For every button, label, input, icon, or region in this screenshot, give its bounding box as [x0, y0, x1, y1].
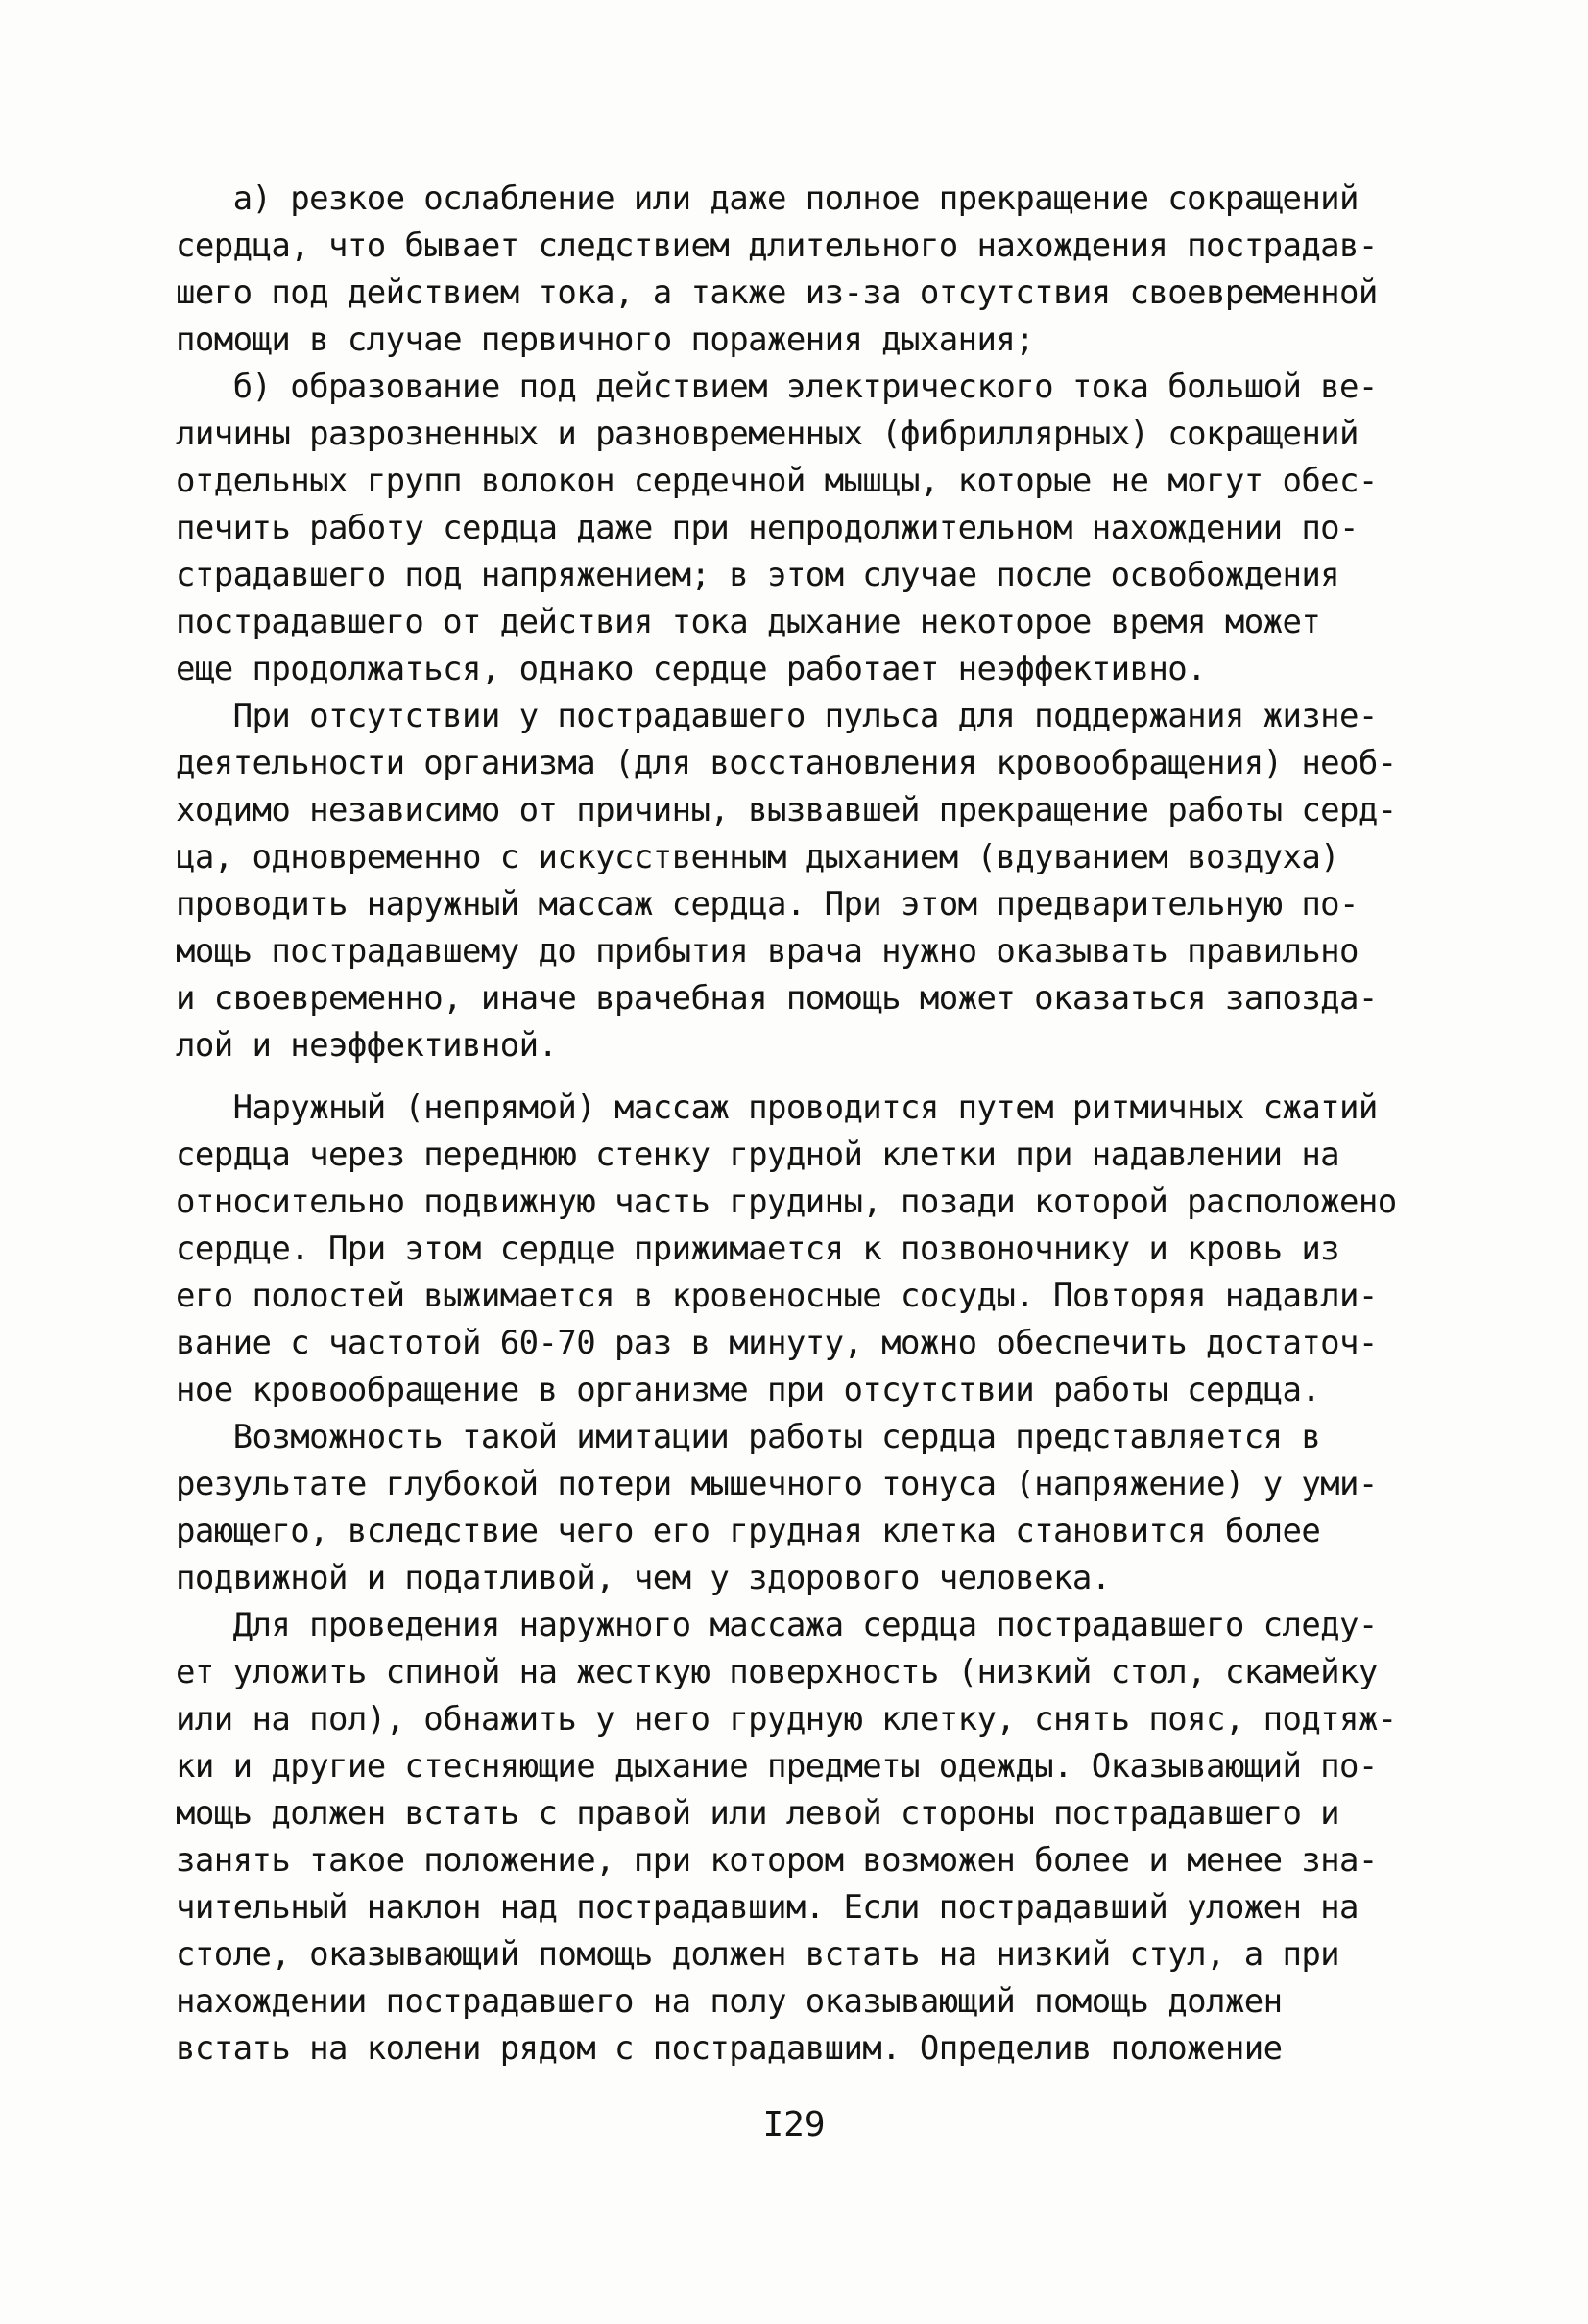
text-line: еще продолжаться, однако сердце работает неэффективно. [176, 650, 1206, 688]
text-line: Для проведения наружного массажа сердца пострадавшего следу- [176, 1606, 1378, 1644]
text-line: Наружный (непрямой) массаж проводится путем ритмичных сжатий [176, 1089, 1378, 1127]
text-line: сердце. При этом сердце прижимается к позвоночнику и кровь из [176, 1230, 1340, 1268]
text-line: или на пол), обнажить у него грудную клетку, снять пояс, подтяж- [176, 1700, 1397, 1738]
text-line: ное кровообращение в организме при отсутствии работы сердца. [176, 1371, 1321, 1409]
text-line: сердца, что бывает следствием длительного нахождения пострадав- [176, 227, 1378, 265]
text-line: При отсутствии у пострадавшего пульса для поддержания жизне- [176, 697, 1378, 735]
text-line: мощь должен встать с правой или левой стороны пострадавшего и [176, 1794, 1340, 1833]
page-number: I29 [762, 2105, 826, 2144]
text-line: б) образование под действием электрического тока большой ве- [176, 368, 1378, 406]
text-line: пострадавшего от действия тока дыхание некоторое время может [176, 603, 1321, 641]
text-line: отдельных групп волокон сердечной мышцы, которые не могут обес- [176, 462, 1378, 500]
text-line: ки и другие стесняющие дыхание предметы одежды. Оказывающий по- [176, 1747, 1378, 1785]
text-line: вание с частотой 60-70 раз в минуту, можно обеспечить достаточ- [176, 1324, 1378, 1362]
text-line: столе, оказывающий помощь должен встать на низкий стул, а при [176, 1935, 1340, 1974]
text-line: его полостей выжимается в кровеносные сосуды. Повторяя надавли- [176, 1277, 1378, 1315]
text-line: нахождении пострадавшего на полу оказывающий помощь должен [176, 1982, 1283, 2021]
text-line: относительно подвижную часть грудины, позади которой расположено [176, 1183, 1397, 1221]
text-line: ца, одновременно с искусственным дыханием (вдуванием воздуха) [176, 838, 1340, 876]
text-line: шего под действием тока, а также из-за отсутствия своевременной [176, 274, 1378, 312]
text-line: подвижной и податливой, чем у здорового человека. [176, 1559, 1111, 1597]
text-line: лой и неэффективной. [176, 1026, 558, 1065]
text-line: рающего, вследствие чего его грудная клетка становится более [176, 1512, 1321, 1550]
text-line: ет уложить спиной на жесткую поверхность (низкий стол, скамейку [176, 1653, 1378, 1691]
text-line: и своевременно, иначе врачебная помощь может оказаться запозда- [176, 979, 1378, 1018]
text-line: печить работу сердца даже при непродолжительном нахождении по- [176, 509, 1359, 547]
text-line: проводить наружный массаж сердца. При этом предварительную по- [176, 885, 1359, 923]
text-line: чительный наклон над пострадавшим. Если пострадавший уложен на [176, 1888, 1359, 1927]
text-line: встать на колени рядом с пострадавшим. Определив положение [176, 2029, 1283, 2068]
text-line: страдавшего под напряжением; в этом случае после освобождения [176, 556, 1340, 594]
text-line: личины разрозненных и разновременных (фибриллярных) сокращений [176, 415, 1359, 453]
text-line: результате глубокой потери мышечного тонуса (напряжение) у уми- [176, 1465, 1378, 1503]
text-line: ходимо независимо от причины, вызвавшей прекращение работы серд- [176, 791, 1397, 829]
text-line: деятельности организма (для восстановления кровообращения) необ- [176, 744, 1397, 782]
text-line: Возможность такой имитации работы сердца представляется в [176, 1418, 1321, 1456]
text-line: сердца через переднюю стенку грудной клетки при надавлении на [176, 1136, 1340, 1174]
text-line: а) резкое ослабление или даже полное прекращение сокращений [176, 180, 1359, 218]
text-line: помощи в случае первичного поражения дыхания; [176, 321, 1035, 359]
text-line: мощь пострадавшему до прибытия врача нужно оказывать правильно [176, 932, 1359, 970]
text-line: занять такое положение, при котором возможен более и менее зна- [176, 1841, 1378, 1880]
